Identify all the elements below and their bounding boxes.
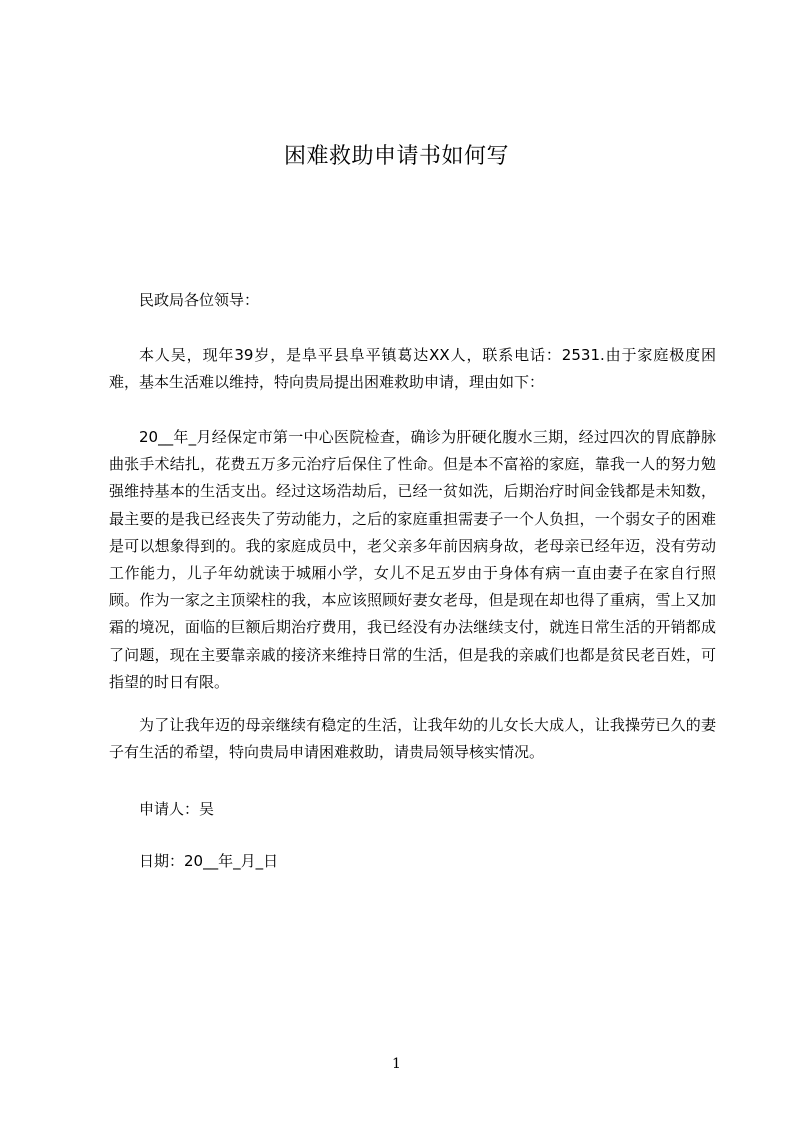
paragraph-request: 为了让我年迈的母亲继续有稳定的生活，让我年幼的儿女长大成人，让我操劳已久的妻子有生活的希望，特向贵局申请困难救助，请贵局领导核实情况。: [109, 716, 716, 762]
page-number: 1: [392, 1056, 401, 1072]
salutation: 民政局各位领导：: [139, 291, 260, 309]
date-line: 日期：20__年_月_日: [139, 852, 279, 870]
paragraph-intro: 本人吴，现年39岁，是阜平县阜平镇葛达XX人，联系电话：2531.由于家庭极度困难，基本生活难以维持，特向贵局提出困难救助申请，理由如下：: [109, 346, 716, 392]
document-title: 困难救助申请书如何写: [283, 144, 509, 169]
applicant-line: 申请人：吴: [139, 800, 215, 818]
paragraph-reasons: 20__年_月经保定市第一中心医院检查，确诊为肝硬化腹水三期，经过四次的胃底静脉曲张手术结扎，花费五万多元治疗后保住了性命。但是本不富裕的家庭，靠我一人的努力勉强维持基本的生活支出。经过这场浩劫后，已经一贫如洗，后期治疗时间金钱都是未知数，最主要的是我已经丧失了劳动能力，之后的家庭重担需妻子一个人负担，一个弱女子的困难是可以想象得到的。我的家庭成员中，老父亲多年前因病身故，老母亲已经年迈，没有劳动工作能力，儿子年幼就读于城厢小学，女儿不足五岁由于身体有病一直由妻子在家自行照顾。作为一家之主顶梁柱的我，本应该照顾好妻女老母，但是现在却也得了重病，雪上又加霜的境况，面临的巨额后期治疗费用，我已经没有办法继续支付，就连日常生活的开销都成了问题，现在主要靠亲戚的接济来维持日常的生活，但是我的亲戚们也都是贫民老百姓，可指望的时日有限。: [109, 428, 716, 691]
